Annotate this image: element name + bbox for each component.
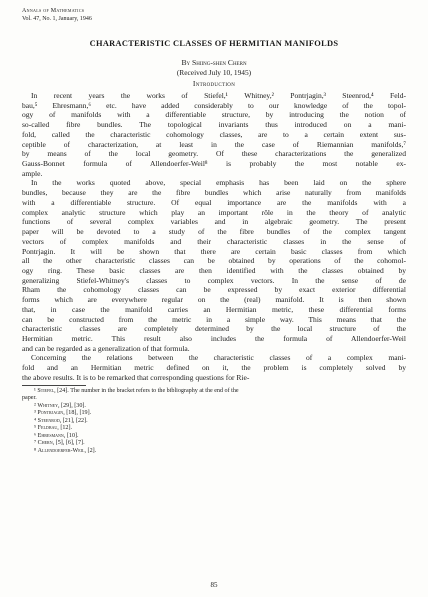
text-line: In recent years the works of Stiefel,¹ Whitney,² Pontrjagin,³ Steenrod,⁴ Feld- <box>31 91 406 100</box>
page-number: 85 <box>210 581 218 589</box>
footnote: ⁸ Allendoerfer-Weil, [2]. <box>34 447 97 454</box>
paper-title: CHARACTERISTIC CLASSES OF HERMITIAN MANIFOLDS <box>89 39 339 48</box>
journal-issue: Vol. 47, No. 1, January, 1946 <box>22 15 92 22</box>
body-text <box>22 91 406 383</box>
text-line: that, in case the manifold carries an Hermitian metric, these differential forms <box>22 304 406 314</box>
text-line: Pontrjagin. It will be shown that there are certain basic classes from which <box>22 246 406 256</box>
paragraph <box>22 91 406 178</box>
text-line: In the works quoted above, special emphasis has been laid on the sphere <box>31 178 406 188</box>
text-line: bundles, because they are the fibre bundles which arise naturally from manifolds <box>22 188 406 198</box>
text-line: fold, called the characteristic cohomology classes, are to a certain extent sus- <box>22 129 406 139</box>
text-line: Rham the cohomology classes can be expressed by exact exterior differential <box>22 285 406 295</box>
footnote: ⁴ Steenrod, [21], [22]. <box>34 417 88 424</box>
text-line: functions of several complex variables and in algebraic geometry. The present <box>22 217 406 227</box>
section-heading: Introduction <box>192 79 236 88</box>
text-line: bau,⁵ Ehresmann,⁶ etc. have added considerably to our knowledge of the topol- <box>22 100 406 110</box>
footnotes <box>22 388 406 456</box>
text-line: ceptible of characterization, at least in the case of Riemannian manifolds,⁷ <box>22 139 406 149</box>
text-line: and can be regarded as a generalization of that formula. <box>22 343 190 353</box>
footnote: ² Whitney, [29], [30]. <box>34 402 86 409</box>
footnote-rule <box>22 385 86 386</box>
footnote: paper. <box>22 395 37 402</box>
text-line: can be constructed from the metric in a simple way. This means that the <box>22 314 406 324</box>
journal-header <box>22 8 406 23</box>
text-line: complex analytic structure which play an important rôle in the theory of analytic <box>22 207 406 217</box>
text-line: forms which are everywhere regular on the (real) manifold. It is then shown <box>22 295 406 305</box>
paragraph <box>22 178 406 353</box>
text-line: generalizing Stiefel-Whitney's classes to complex vectors. In the sense of de <box>22 275 406 285</box>
text-line: vectors of complex manifolds and their characteristic classes in the sense of <box>22 236 406 246</box>
text-line: paper will be devoted to a study of the fibre bundles of the complex tangent <box>22 227 406 237</box>
text-line: Gauss-Bonnet formula of Allendoerfer-Weil⁸ is probably the most notable ex- <box>22 159 406 169</box>
text-line: fold and an Hermitian metric defined on it, the problem is completely solved by <box>22 363 406 373</box>
footnote: ³ Pontrjagin, [18], [19]. <box>34 410 92 417</box>
text-line: by means of the local geometry. Of these characterizations the generalized <box>22 149 406 159</box>
text-line: ogy ring. These basic classes are then identified with the classes obtained by <box>22 265 406 275</box>
text-line: Hermitian metric. This result also includes the formula of Allendoerfer-Weil <box>22 333 406 343</box>
footnote: ¹ Stiefel, [24]. The number in the bracket refers to the bibliography at the end of the <box>34 387 239 394</box>
text-line: all the other characteristic classes can be obtained by operations of the cohomol- <box>22 256 406 266</box>
received-date: (Received July 10, 1945) <box>176 68 252 77</box>
footnote: ⁵ Feldbau, [12]. <box>34 425 73 432</box>
text-line: the above results. It is to be remarked that corresponding questions for Rie- <box>22 372 250 382</box>
paragraph <box>22 353 406 382</box>
journal-name: Annals of Mathematics <box>22 8 85 14</box>
text-line: Concerning the relations between the characteristic classes of a complex mani- <box>31 353 406 363</box>
text-line: with a differentiable structure. Of equal importance are the manifolds with a <box>22 197 406 207</box>
text-line: characteristic classes are completely determined by the local structure of the <box>22 324 406 334</box>
footnote: ⁷ Chern, [5], [6], [7]. <box>34 440 85 447</box>
text-line: ogy of manifolds with a differentiable structure, by introducing the notion of <box>22 110 406 120</box>
author-line: By Shiing-shen Chern <box>181 58 247 67</box>
text-line: ample. <box>22 168 43 178</box>
text-line: so-called fibre bundles. The topological invariants thus introduced on a mani- <box>22 120 406 130</box>
footnote: ⁶ Ehresmann, [10]. <box>34 432 79 439</box>
